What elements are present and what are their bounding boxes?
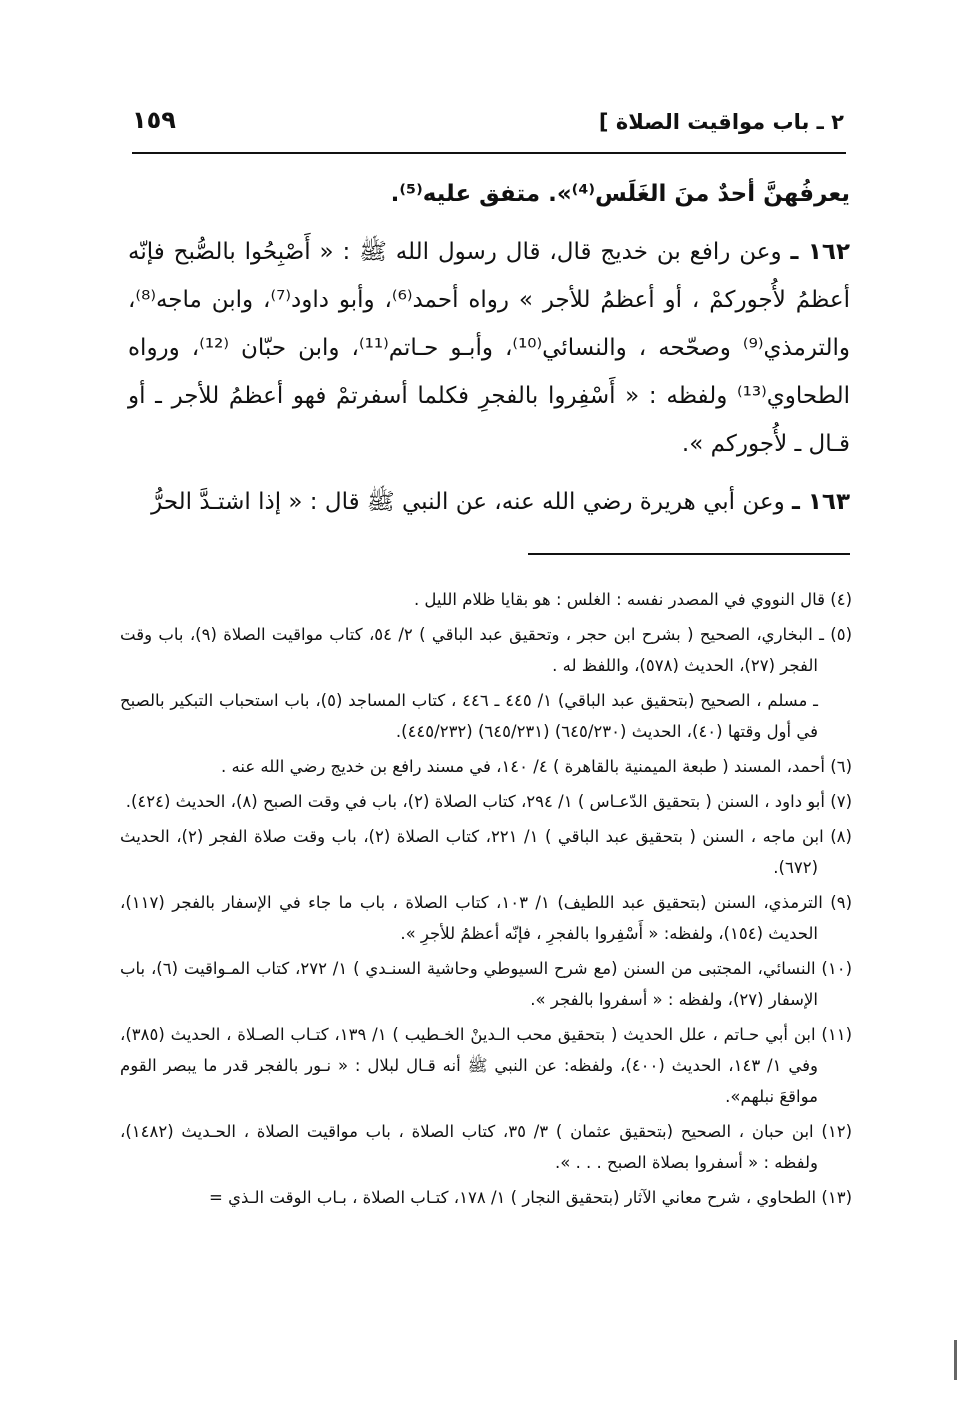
hadith-162 [128,228,850,468]
footnote-separator [528,553,850,555]
paragraph-continuation: يعرفُهنَّ أحدٌ منَ الغَلَس⁽⁴⁾». متفق عليه⁽⁵⁾. [390,181,850,207]
footnote-7: (٧) أبو داود ، السنن ( بتحقيق الدّعـاس ) ١/ ٢٩٤، كتاب الصلاة (٢)، باب في وقت الصبح (٨)، الحديث (٤٢٤). [125,792,852,811]
footnote-13: (١٣) الطحاوي ، شرح معاني الآثار (بتحقيق النجار ) ١/ ١٧٨، كتـاب الصلاة ، بـاب الوقت الـذي = [209,1188,852,1207]
footnote-10: (١٠) النسائي، المجتبى من السنن (مع شرح السيوطي وحاشية السنـدي ) ١/ ٢٧٢، كتاب المـواقيت (٦)، باب الإسفار (٢٧)، ولفظه : « أسفروا بالفجر ». [120,959,852,1009]
footnotes [120,584,852,1217]
page-number: ١٥٩ [132,106,176,134]
footnote-11: (١١) ابن أبي حـاتم ، علل الحديث ( بتحقيق محب الـدينْ الخـطيب ) ١/ ١٣٩، كتـاب الصـلاة ، الحديث (٣٨٥)، وفي ١/ ١٤٣، الحديث (٤٠٠)، ولفظه: عن النبي ﷺ أنه قـال لبلال : « نـور بالفجر قدر ما يبصر القوم مواقعَ نبلهم». [120,1025,852,1106]
main-text [128,170,850,526]
hadith-text: وعن رافع بن خديج قال، قال رسول الله ﷺ : « أَصْبِحُوا بالصُّبح فإنّه أعظمُ لأُجوركمْ ، أو أعظمُ للأجر » رواه أحمد⁽⁶⁾، وأبو داود⁽⁷⁾، وابن ماجه⁽⁸⁾، والترمذي⁽⁹⁾ وصحّحه ، والنسائي⁽¹⁰⁾، وأبـو حـاتم⁽¹¹⁾، وابن حبّان ⁽¹²⁾، ورواه الطحاوي⁽¹³⁾ ولفظه : « أَسْفِروا بالفجرِ فكلما أسفرتمْ فهو أعظمُ للأجر ـ أو قـال ـ لأُجوركم ». [128,239,850,457]
footnote-5-continued: ـ مسلم ، الصحيح (بتحقيق عبد الباقي) ١/ ٤٤٥ ـ ٤٤٦ ، كتاب المساجد (٥)، باب استحباب التبكير بالصبح في أول وقتها (٤٠)، الحديث (٦٤٥/٢٣٠) (٦٤٥/٢٣١) (٤٤٥/٢٣٢). [120,691,818,741]
footnote-12: (١٢) ابن حبان ، الصحيح (بتحقيق عثمان ) ٣/ ٣٥، كتاب الصلاة ، باب مواقيت الصلاة ، الحـديث (١٤٨٢)، ولفظه : « أسفروا بصلاة الصبح . . . ». [120,1122,852,1172]
running-header [132,106,844,146]
hadith-163 [128,478,850,526]
chapter-title: ٢ ـ باب مواقيت الصلاة ] [598,110,844,134]
scan-edge-mark [954,1340,957,1380]
footnote-8: (٨) ابن ماجه ، السنن ( بتحقيق عبد الباقي ) ١/ ٢٢١، كتاب الصلاة (٢)، باب وقت صلاة الفجر (٢)، الحديث (٦٧٢). [120,827,852,877]
footnote-4: (٤) قال النووي في المصدر نفسه : الغلس : هو بقايا ظلام الليل . [413,590,852,609]
header-rule [132,152,846,154]
footnote-9: (٩) الترمذي، السنن (بتحقيق عبد اللطيف) ١/ ١٠٣، كتاب الصلاة ، باب ما جاء في الإسفار بالفجر (١١٧)، الحديث (١٥٤)، ولفظه: « أَسْفِروا بالفجرِ ، فإنّه أعظمُ للأجرِ ». [120,893,852,943]
hadith-number: ١٦٣ ـ [792,489,850,515]
hadith-number: ١٦٢ ـ [790,239,851,265]
hadith-text: وعن أبي هريرة رضي الله عنه، عن النبي ﷺ قال : « إذا اشتـدَّ الحرُّ [151,489,785,515]
footnote-5: (٥) ـ البخاري، الصحيح ( بشرح ابن حجر ، وتحقيق عبد الباقي ) ٢/ ٥٤، كتاب مواقيت الصلاة (٩)، باب وقت الفجر (٢٧)، الحديث (٥٧٨)، واللفظ له . [120,625,853,675]
footnote-6: (٦) أحمد، المسند ( طبعة الميمنية بالقاهرة ) ٤/ ١٤٠، في مسند رافع بن خديج رضي الله عنه . [221,757,852,776]
